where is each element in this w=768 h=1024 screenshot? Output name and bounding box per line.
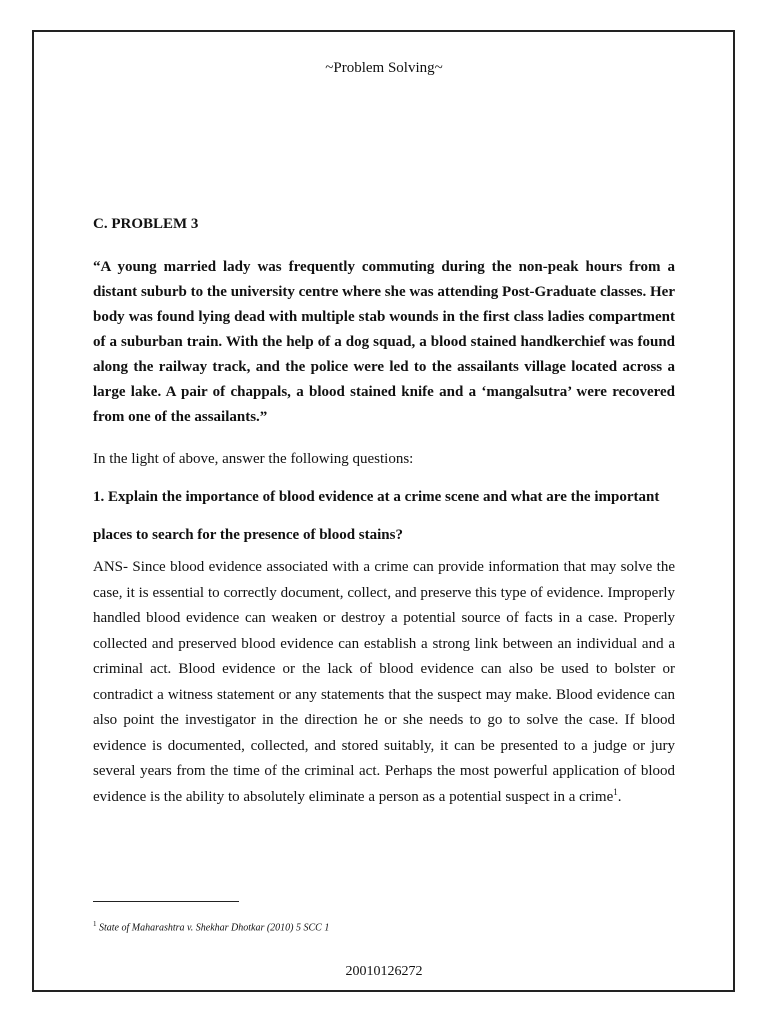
section-heading: C. PROBLEM 3	[93, 216, 199, 232]
footnote-marker: 1	[93, 920, 97, 928]
answer-text: ANS- Since blood evidence associated with a crime can provide information that may solve the case, it is essential to correctly document, collect, and preserve this type of evidence. Improperly handled blood evidence can weaken or destroy a potential source of facts in a case. Properly collected and preserved blood evidence can establish a strong link between an individual and a criminal act. Blood evidence or the lack of blood evidence can also be used to bolster or contradict a witness statement or any statements that the suspect may make. Blood evidence can also point the investigator in the direction he or she needs to go to solve the case. If blood evidence is documented, collected, and stored suitably, it can be presented to a judge or jury several years from the time of the criminal act. Perhaps the most powerful application of blood evidence is the ability to absolutely eliminate a person as a potential suspect in a crime	[93, 559, 675, 805]
answer-paragraph	[93, 555, 675, 810]
answer-end: .	[617, 788, 622, 805]
footnote-separator	[93, 901, 239, 902]
question-line-2: places to search for the presence of blood stains?	[93, 527, 403, 543]
footnote	[93, 920, 329, 933]
page-number: 20010126272	[345, 964, 423, 979]
page-header: ~Problem Solving~	[325, 60, 443, 76]
document-body	[93, 212, 675, 810]
question-line-1: 1. Explain the importance of blood evidence at a crime scene and what are the important	[93, 489, 660, 505]
footnote-reference[interactable]: 1	[613, 786, 618, 797]
footnote-text: State of Maharashtra v. Shekhar Dhotkar (2010) 5 SCC 1	[99, 922, 330, 934]
instruction-text: In the light of above, answer the following questions:	[93, 451, 414, 467]
problem-quote: “A young married lady was frequently commuting during the non-peak hours from a distant suburb to the university centre where she was attending Post-Graduate classes. Her body was found lying dead with multiple stab wounds in the first class ladies compartment of a suburban train. With the help of a dog squad, a blood stained handkerchief was found along the railway track, and the police were led to the assailants village located across a large lake. A pair of chappals, a blood stained knife and a ‘mangalsutra’ were recovered from one of the assailants.”	[93, 259, 675, 425]
